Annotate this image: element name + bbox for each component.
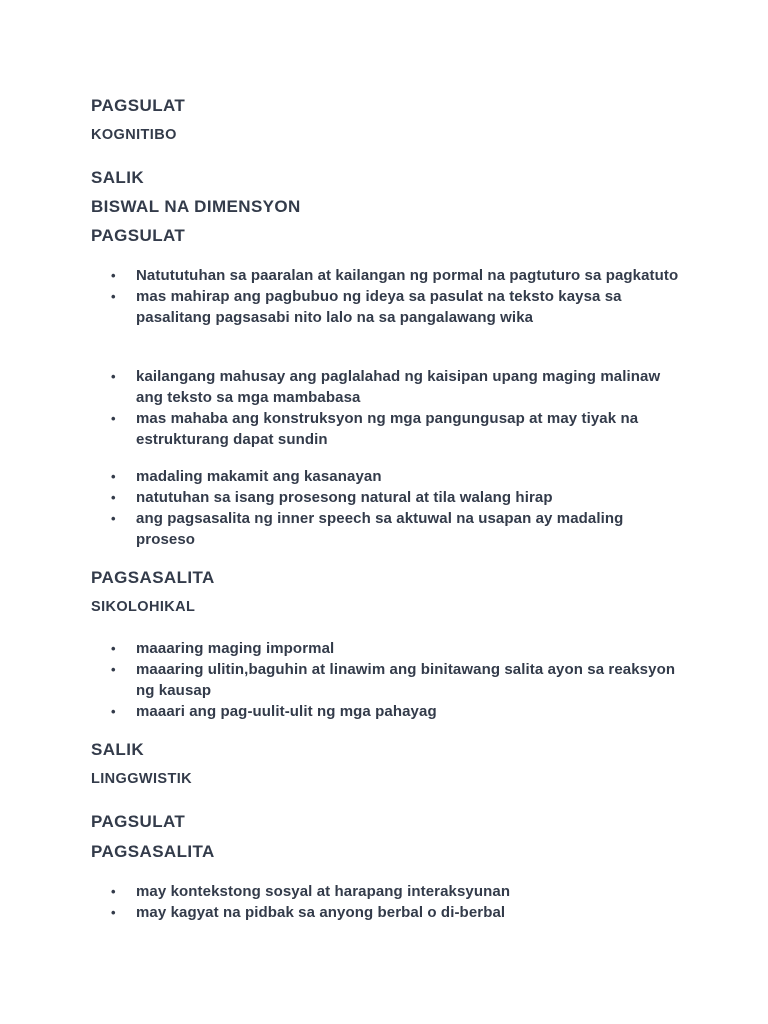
list-item: • natutuhan sa isang prosesong natural at tila walang hirap	[110, 487, 680, 508]
subheading-linggwistik: LINGGWISTIK	[91, 771, 193, 787]
list-item: • may kontekstong sosyal at harapang interaksyunan	[110, 881, 680, 902]
bullet-list-4	[110, 638, 680, 722]
heading-pagsulat: PAGSULAT	[91, 96, 186, 115]
heading-biswal-na-dimensyon: BISWAL NA DIMENSYON	[91, 197, 301, 216]
list-item: • maaaring ulitin,baguhin at linawim ang binitawang salita ayon sa reaksyon ng kausap	[110, 659, 680, 701]
bullet-list-5	[110, 881, 680, 923]
list-item: • Natututuhan sa paaralan at kailangan ng pormal na pagtuturo sa pagkatuto	[110, 265, 680, 286]
heading-salik-2: SALIK	[91, 740, 144, 759]
list-item: • mas mahirap ang pagbubuo ng ideya sa pasulat na teksto kaysa sa pasalitang pagsasabi nito lalo na sa pangalawang wika	[110, 286, 680, 328]
heading-salik: SALIK	[91, 168, 144, 187]
bullet-list-3	[110, 466, 680, 550]
subheading-kognitibo: KOGNITIBO	[91, 127, 177, 143]
list-item: • ang pagsasalita ng inner speech sa aktuwal na usapan ay madaling proseso	[110, 508, 680, 550]
heading-pagsasalita-2: PAGSASALITA	[91, 842, 215, 861]
bullet-list-2	[110, 366, 680, 450]
list-item: • may kagyat na pidbak sa anyong berbal o di-berbal	[110, 902, 680, 923]
list-item: • madaling makamit ang kasanayan	[110, 466, 680, 487]
bullet-list-1	[110, 265, 680, 328]
list-item: • mas mahaba ang konstruksyon ng mga pangungusap at may tiyak na estrukturang dapat sundin	[110, 408, 680, 450]
list-item: • maaaring maging impormal	[110, 638, 680, 659]
list-item: • kailangang mahusay ang paglalahad ng kaisipan upang maging malinaw ang teksto sa mga mambabasa	[110, 366, 680, 408]
heading-pagsasalita: PAGSASALITA	[91, 568, 215, 587]
heading-pagsulat-3: PAGSULAT	[91, 812, 186, 831]
heading-pagsulat-2: PAGSULAT	[91, 226, 186, 245]
subheading-sikolohikal: SIKOLOHIKAL	[91, 599, 196, 615]
list-item: • maaari ang pag-uulit-ulit ng mga pahayag	[110, 701, 680, 722]
